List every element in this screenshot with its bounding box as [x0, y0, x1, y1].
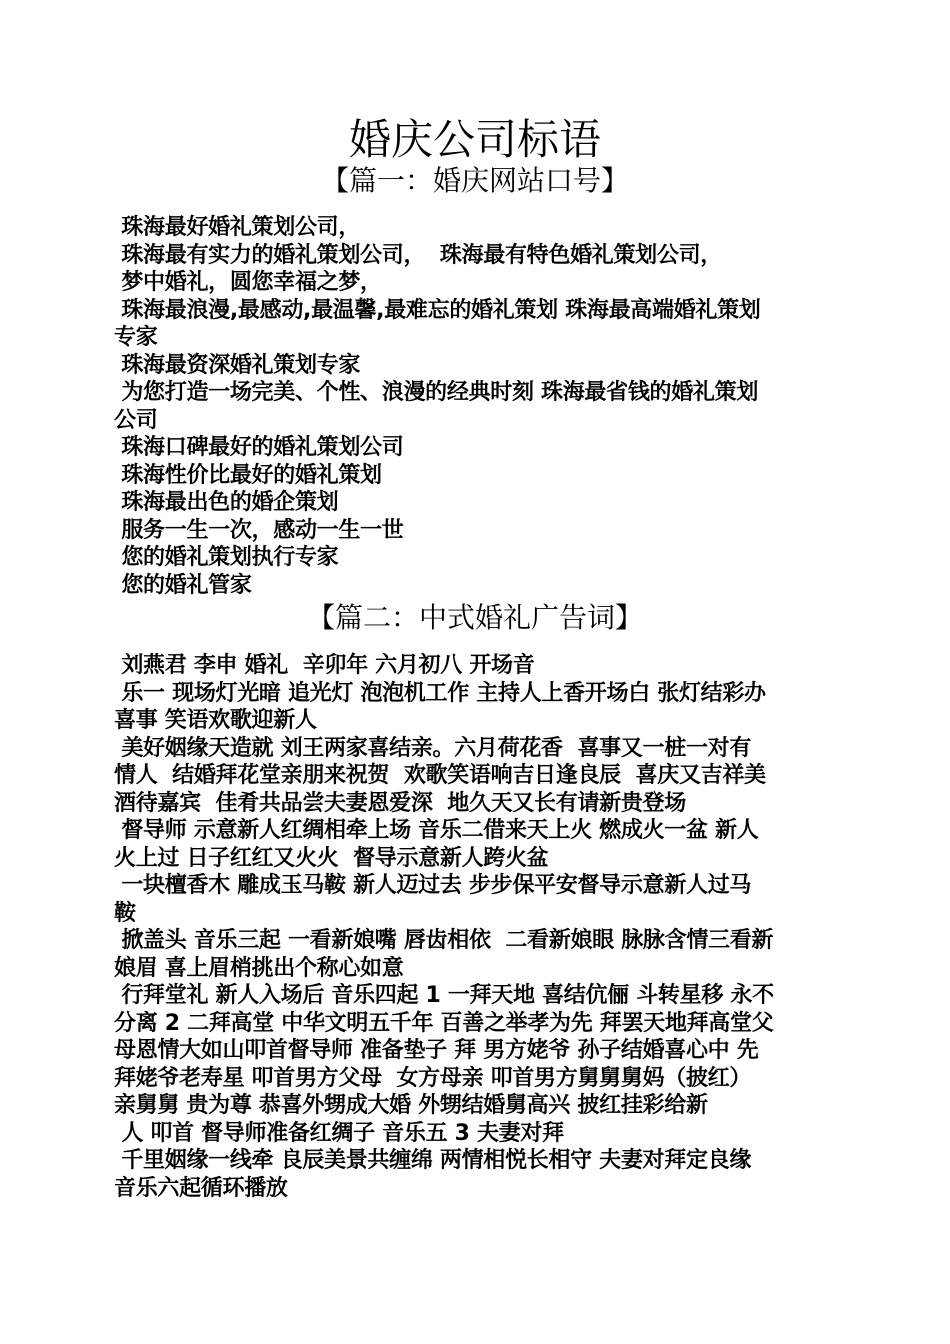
text-line: 为您打造一场完美、个性、浪漫的经典时刻 珠海最省钱的婚礼策划	[114, 380, 759, 405]
text-line: 母恩情大如山叩首督导师 准备垫子 拜 男方姥爷 孙子结婚喜心中 先	[114, 1038, 759, 1063]
document-title: 婚庆公司标语	[348, 115, 601, 164]
text-line: 鞍	[114, 900, 136, 926]
text-line: 乐一 现场灯光暗 追光灯 泡泡机工作 主持人上香开场白 张灯结彩办	[114, 680, 766, 706]
text-line: 珠海最资深婚礼策划专家	[114, 352, 361, 378]
text-line: 督导师 示意新人红绸相牵上场 音乐二借来天上火 燃成火一盆 新人	[114, 818, 759, 843]
text-line: 珠海性价比最好的婚礼策划	[114, 462, 382, 488]
text-line: 亲舅舅 贵为尊 恭喜外甥成大婚 外甥结婚舅高兴 披红挂彩给新	[114, 1093, 708, 1118]
text-line: 专家	[114, 325, 158, 350]
text-line: 珠海最有实力的婚礼策划公司， 珠海最有特色婚礼策划公司，	[114, 242, 722, 268]
text-line: 音乐六起循环播放	[114, 1175, 288, 1201]
text-line: 公司	[114, 407, 158, 433]
text-line: 火上过 日子红红又火火 督导示意新人跨火盆	[114, 845, 549, 871]
text-line: 千里姻缘一线牵 良辰美景共缠绵 两情相悦长相守 夫妻对拜定良缘	[114, 1148, 752, 1173]
text-line: 行拜堂礼 新人入场后 音乐四起 1 一拜天地 喜结伉俪 斗转星移 永不	[114, 983, 774, 1008]
text-line: 梦中婚礼，圆您幸福之梦，	[114, 270, 382, 295]
text-line: 掀盖头 音乐三起 一看新娘嘴 唇齿相依 二看新娘眼 脉脉含情三看新	[114, 928, 774, 953]
text-line: 拜姥爷老寿星 叩首男方父母 女方母亲 叩首男方舅舅舅妈（披红）	[114, 1065, 752, 1091]
text-line: 您的婚礼策划执行专家	[114, 545, 339, 570]
text-line: 刘燕君 李申 婚礼 辛卯年 六月初八 开场音	[114, 653, 535, 678]
section-1-heading: 【篇一：婚庆网站口号】	[320, 164, 629, 197]
text-line: 美好姻缘天造就 刘王两家喜结亲。六月荷花香 喜事又一桩一对有	[114, 735, 752, 761]
text-line: 娘眉 喜上眉梢挑出个称心如意	[114, 955, 404, 981]
text-line: 酒待嘉宾 佳肴共品尝夫妻恩爱深 地久天又长有请新贵登场	[114, 790, 686, 816]
text-line: 珠海口碑最好的婚礼策划公司	[114, 435, 404, 460]
text-line: 珠海最出色的婚企策划	[114, 490, 339, 515]
text-line: 珠海最好婚礼策划公司，	[114, 215, 361, 240]
text-line: 珠海最浪漫,最感动,最温馨,最难忘的婚礼策划 珠海最高端婚礼策划	[114, 297, 761, 323]
section-2-body	[114, 652, 836, 1202]
text-line: 您的婚礼管家	[114, 572, 252, 598]
section-2-heading: 【篇二：中式婚礼广告词】	[306, 601, 643, 634]
text-line: 人 叩首 督导师准备红绸子 音乐五 3 夫妻对拜	[114, 1120, 564, 1146]
text-line: 分离 2 二拜高堂 中华文明五千年 百善之举孝为先 拜罢天地拜高堂父	[114, 1010, 774, 1036]
text-line: 情人 结婚拜花堂亲朋来祝贺 欢歌笑语响吉日逢良辰 喜庆又吉祥美	[114, 763, 766, 788]
text-line: 喜事 笑语欢歌迎新人	[114, 708, 317, 733]
text-line: 服务一生一次，感动一生一世	[114, 517, 404, 543]
text-line: 一块檀香木 雕成玉马鞍 新人迈过去 步步保平安督导示意新人过马	[114, 873, 752, 898]
section-1-body	[114, 214, 836, 599]
